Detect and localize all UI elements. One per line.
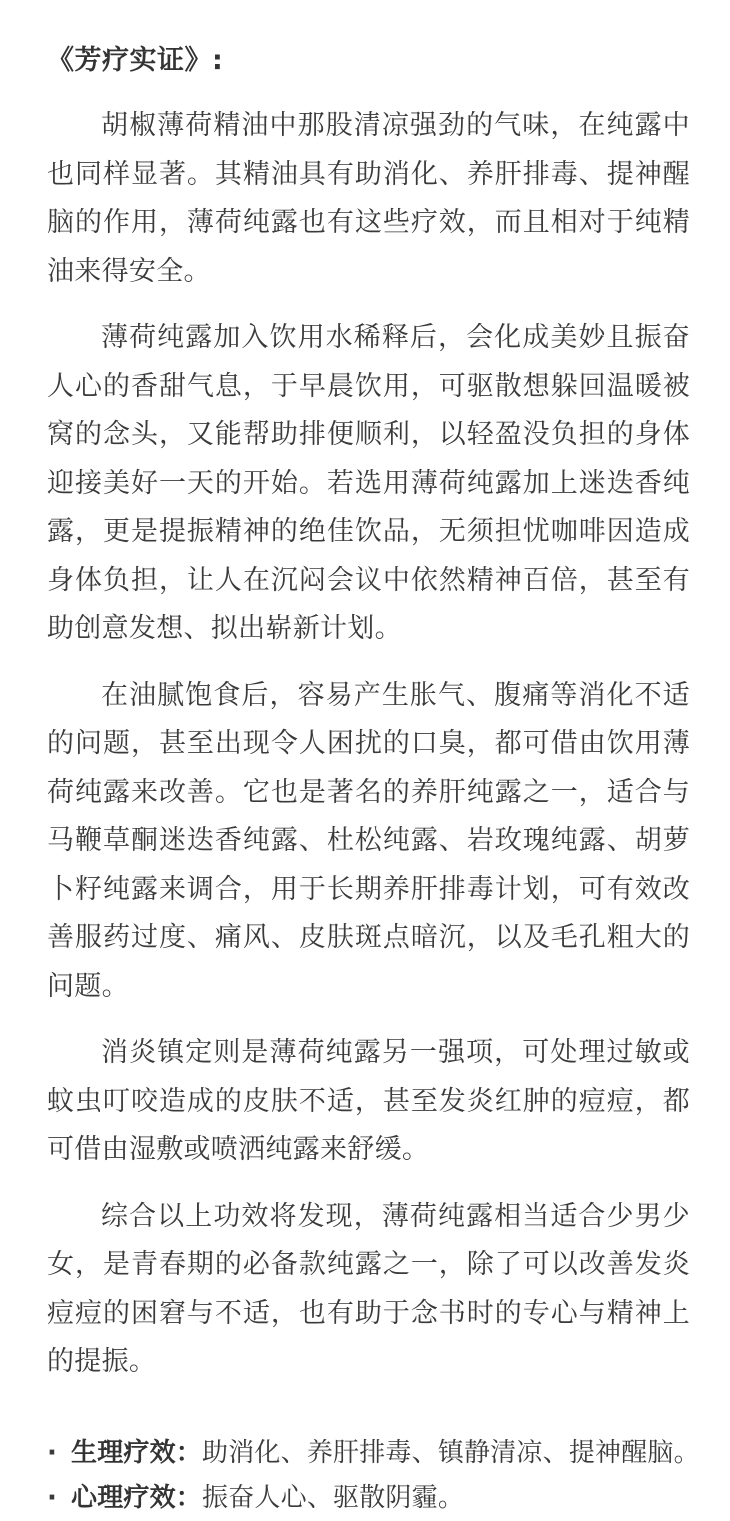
bullet-marker: · <box>47 1482 58 1513</box>
section-heading: 《芳疗实证》: <box>47 45 224 76</box>
paragraph-4: 消炎镇定则是薄荷纯露另一强项，可处理过敏或蚊虫叮咬造成的皮肤不适，甚至发炎红肿的痘痘，都可借由湿敷或喷洒纯露来舒缓。 <box>47 1037 690 1165</box>
physiological-effects-item <box>47 1431 700 1476</box>
effects-list <box>47 1431 700 1521</box>
paragraph-3: 在油腻饱食后，容易产生胀气、腹痛等消化不适的问题，甚至出现令人困扰的口臭，都可借由饮用薄荷纯露来改善。它也是著名的养肝纯露之一，适合与马鞭草酮迷迭香纯露、杜松纯露、岩玫瑰纯露、胡萝卜籽纯露来调合，用于长期养肝排毒计划，可有效改善服药过度、痛风、皮肤斑点暗沉，以及毛孔粗大的问题。 <box>47 679 690 1002</box>
psychological-effects-item <box>47 1476 690 1521</box>
paragraph-1: 胡椒薄荷精油中那股清凉强劲的气味，在纯露中也同样显著。其精油具有助消化、养肝排毒、提神醒脑的作用，薄荷纯露也有这些疗效，而且相对于纯精油来得安全。 <box>47 110 690 287</box>
physiological-effects-label: 生理疗效： <box>71 1437 203 1468</box>
psychological-effects-text: 振奋人心、驱散阴霾。 <box>202 1482 465 1513</box>
bullet-marker: · <box>47 1437 58 1468</box>
psychological-effects-label: 心理疗效： <box>71 1482 203 1513</box>
paragraph-5: 综合以上功效将发现，薄荷纯露相当适合少男少女，是青春期的必备款纯露之一，除了可以改善发炎痘痘的困窘与不适，也有助于念书时的专心与精神上的提振。 <box>47 1200 690 1377</box>
paragraph-2: 薄荷纯露加入饮用水稀释后，会化成美妙且振奋人心的香甜气息，于早晨饮用，可驱散想躲回温暖被窝的念头，又能帮助排便顺利，以轻盈没负担的身体迎接美好一天的开始。若选用薄荷纯露加上迷迭香纯露，更是提振精神的绝佳饮品，无须担忧咖啡因造成身体负担，让人在沉闷会议中依然精神百倍，甚至有助创意发想、拟出崭新计划。 <box>47 322 690 644</box>
physiological-effects-text: 助消化、养肝排毒、镇静清凉、提神醒脑。 <box>202 1437 700 1468</box>
